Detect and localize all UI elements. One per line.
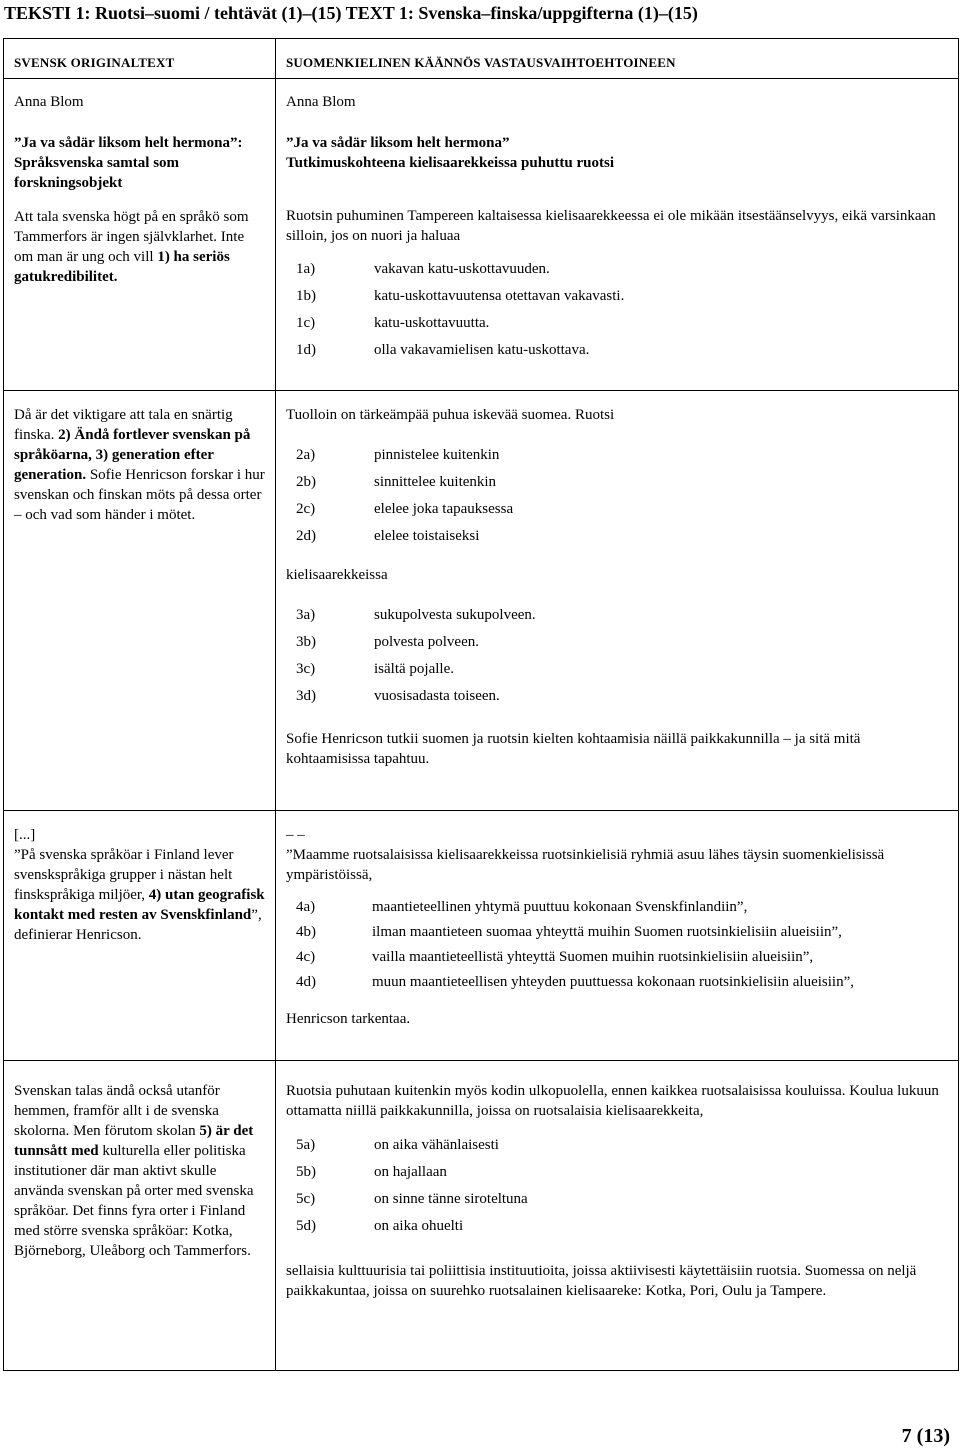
item-4-phrase: 4) utan geografisk kontakt med resten av Svenskfinland	[14, 887, 265, 923]
right-end-text-4: sellaisia kulttuurisia tai poliittisia instituutioita, joissa aktiivisesti käytettäisiin ruotsia. Suomessa on neljä paikkakuntaa, joissa on suurehko ruotsalainen kielisaareke: Kotka, Pori, Oulu ja Tampere.	[286, 1263, 917, 1299]
section-row-2	[4, 391, 959, 811]
right-paragraph-3: ”Maamme ruotsalaisissa kielisaarekkeissa ruotsinkielisiä ryhmiä asuu lähes täysin suomenkielisissä ympäristöissä,	[286, 847, 885, 883]
left-text-4c: kulturella eller politiska institutioner där man aktivt skulle använda svenskan på orter med svenska språköar. Det finns fyra orter i Finland med större svenska språköar: Kotka, Björneborg, Uleåborg och Tammerfors.	[14, 1143, 254, 1259]
left-author: Anna Blom	[14, 94, 84, 110]
left-text-3b: ”På svenska språköar i Finland lever svenskspråkiga grupper i nästan helt finskspråkiga miljöer,	[14, 847, 234, 903]
option-3b[interactable]	[286, 632, 948, 659]
right-author: Anna Blom	[286, 94, 356, 110]
option-key: 1d)	[296, 342, 316, 358]
option-text: katu-uskottavuutensa otettavan vakavasti.	[374, 288, 625, 304]
section-row-4	[4, 1061, 959, 1371]
option-key: 4b)	[296, 924, 316, 940]
option-key: 3a)	[296, 607, 316, 623]
left-paragraph-2	[14, 405, 265, 525]
right-paragraph-1: Ruotsin puhuminen Tampereen kaltaisessa kielisaarekkeessa ei ole mikään itsestäänselvyys, eikä varsinkaan silloin, jos on nuori ja haluaa	[286, 208, 936, 244]
option-text: vuosisadasta toiseen.	[374, 688, 500, 704]
option-key: 1a)	[296, 261, 316, 277]
right-dash: – –	[286, 827, 305, 843]
right-title-1: ”Ja va sådär liksom helt hermona”	[286, 135, 510, 151]
option-text: muun maantieteellisen yhteyden puuttuessa kokonaan ruotsinkielisiin alueisiin”,	[372, 974, 854, 990]
left-text-2c: Sofie Henricson forskar i hur svenskan och finskan möts på dessa orter – och vad som händer i mötet.	[14, 467, 265, 523]
option-2c[interactable]	[286, 499, 948, 526]
page-header: TEKSTI 1: Ruotsi–suomi / tehtävät (1)–(15) TEXT 1: Svenska–finska/uppgifterna (1)–(15)	[4, 3, 698, 23]
option-text: isältä pojalle.	[374, 661, 454, 677]
option-text: olla vakavamielisen katu-uskottava.	[374, 342, 590, 358]
option-text: maantieteellinen yhtymä puuttuu kokonaan Svenskfinlandiin”,	[372, 899, 748, 915]
options-1	[286, 259, 948, 367]
right-column-title: SUOMENKIELINEN KÄÄNNÖS VASTAUSVAIHTOEHTOINEEN	[286, 55, 676, 70]
option-key: 1c)	[296, 315, 316, 331]
option-3a[interactable]	[286, 605, 948, 632]
option-3d[interactable]	[286, 686, 948, 713]
option-3c[interactable]	[286, 659, 948, 686]
option-5c[interactable]	[286, 1189, 948, 1216]
left-column-title: SVENSK ORIGINALTEXT	[14, 55, 175, 70]
option-text: polvesta polveen.	[374, 634, 479, 650]
option-key: 1b)	[296, 288, 316, 304]
option-key: 4c)	[296, 949, 316, 965]
option-text: pinnistelee kuitenkin	[374, 447, 500, 463]
text-table	[3, 38, 959, 1371]
options-4	[286, 897, 948, 997]
option-key: 2d)	[296, 528, 316, 544]
column-title-row	[4, 39, 959, 79]
option-5a[interactable]	[286, 1135, 948, 1162]
option-1b[interactable]	[286, 286, 948, 313]
option-1c[interactable]	[286, 313, 948, 340]
option-text: sukupolvesta sukupolveen.	[374, 607, 536, 623]
option-1d[interactable]	[286, 340, 948, 367]
right-paragraph-4: Ruotsia puhutaan kuitenkin myös kodin ulkopuolella, ennen kaikkea ruotsalaisissa kouluissa. Koulua lukuun ottamatta niillä paikkakunnilla, joissa on ruotsalaisia kielisaarekkeita,	[286, 1083, 939, 1119]
item-5-phrase: 5) är det tunnsått med	[14, 1123, 254, 1159]
option-text: on sinne tänne siroteltuna	[374, 1191, 528, 1207]
option-key: 2c)	[296, 501, 316, 517]
option-text: sinnittelee kuitenkin	[374, 474, 497, 490]
options-5	[286, 1135, 948, 1243]
page-number: 7 (13)	[901, 1425, 950, 1447]
option-key: 3b)	[296, 634, 316, 650]
option-4b[interactable]	[286, 922, 948, 947]
option-key: 5c)	[296, 1191, 316, 1207]
option-1a[interactable]	[286, 259, 948, 286]
option-key: 5a)	[296, 1137, 316, 1153]
option-key: 2a)	[296, 447, 316, 463]
option-key: 5d)	[296, 1218, 316, 1234]
left-paragraph-4	[14, 1081, 265, 1261]
options-2	[286, 445, 948, 553]
option-4d[interactable]	[286, 972, 948, 997]
option-5b[interactable]	[286, 1162, 948, 1189]
option-key: 2b)	[296, 474, 316, 490]
option-text: on aika vähänlaisesti	[374, 1137, 499, 1153]
item-2-3-phrase: 2) Ändå fortlever svenskan på språköarna, 3) generation efter generation.	[14, 427, 251, 483]
left-title: ”Ja va sådär liksom helt hermona”: Språksvenska samtal som forskningsobjekt	[14, 135, 243, 191]
left-text-3c: ”, definierar Henricson.	[14, 907, 262, 943]
option-key: 4a)	[296, 899, 316, 915]
right-end-text-3: Henricson tarkentaa.	[286, 1011, 411, 1027]
option-2d[interactable]	[286, 526, 948, 553]
option-key: 3c)	[296, 661, 316, 677]
left-ellipsis: [...]	[14, 827, 36, 843]
option-text: on aika ohuelti	[374, 1218, 464, 1234]
option-text: ilman maantieteen suomaa yhteyttä muihin Suomen ruotsinkielisiin alueisiin”,	[372, 924, 842, 940]
option-4a[interactable]	[286, 897, 948, 922]
option-key: 3d)	[296, 688, 316, 704]
option-text: on hajallaan	[374, 1164, 447, 1180]
option-2b[interactable]	[286, 472, 948, 499]
option-4c[interactable]	[286, 947, 948, 972]
option-text: vakavan katu-uskottavuuden.	[374, 261, 550, 277]
left-text-2a: Då är det viktigare att tala en snärtig finska.	[14, 407, 233, 443]
options-3	[286, 605, 948, 713]
item-1-phrase: 1) ha seriös gatukredibilitet.	[14, 249, 230, 285]
left-paragraph-3	[14, 845, 265, 945]
right-end-text-2: Sofie Henricson tutkii suomen ja ruotsin kielten kohtaamisia näillä paikkakunnilla – ja sitä mitä kohtaamisissa tapahtuu.	[286, 731, 861, 767]
left-paragraph-1	[14, 207, 265, 287]
right-paragraph-2: Tuolloin on tärkeämpää puhua iskevää suomea. Ruotsi	[286, 407, 615, 423]
option-key: 4d)	[296, 974, 316, 990]
right-title-2: Tutkimuskohteena kielisaarekkeissa puhuttu ruotsi	[286, 155, 615, 171]
option-text: katu-uskottavuutta.	[374, 315, 490, 331]
option-text: vailla maantieteellistä yhteyttä Suomen muihin ruotsinkielisiin alueisiin”,	[372, 949, 814, 965]
option-5d[interactable]	[286, 1216, 948, 1243]
section-row-3	[4, 811, 959, 1061]
option-text: elelee joka tapauksessa	[374, 501, 514, 517]
left-text-1: Att tala svenska högt på en språkö som Tammerfors är ingen självklarhet. Inte om man är ung och vill	[14, 209, 249, 265]
section-row-1	[4, 79, 959, 391]
option-text: elelee toistaiseksi	[374, 528, 480, 544]
option-2a[interactable]	[286, 445, 948, 472]
option-key: 5b)	[296, 1164, 316, 1180]
left-text-4a: Svenskan talas ändå också utanför hemmen, framför allt i de svenska skolorna. Men förutom skolan	[14, 1083, 220, 1139]
right-mid-text: kielisaarekkeissa	[286, 567, 388, 583]
